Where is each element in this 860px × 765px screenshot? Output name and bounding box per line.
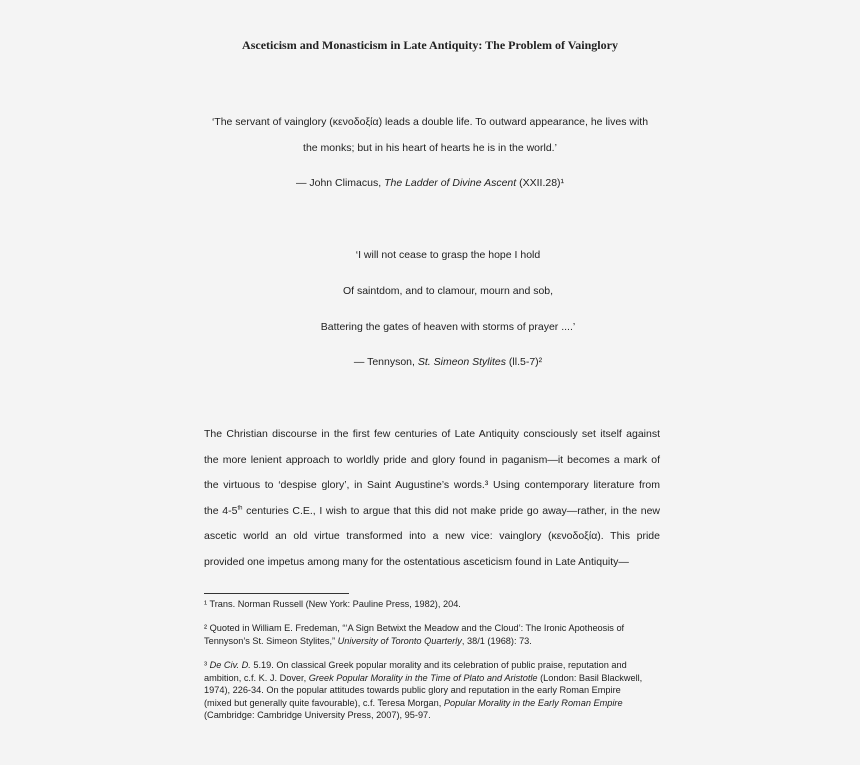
footnote-3-mark: ³: [204, 660, 210, 670]
footnote-1: ¹ Trans. Norman Russell (New York: Pauline Press, 1982), 204.: [204, 599, 461, 609]
body-line-3a: the virtuous to ‘despise glory’, in: [204, 479, 368, 491]
epigraph1-line1: ‘The servant of vainglory (κενοδοξία) leads a double life. To outward appearance, he lives with: [211, 116, 649, 128]
footnote-3-text4: 1974), 226-34. On the popular attitudes towards public glory and reputation in the early Roman Empire: [204, 685, 621, 695]
body-line-6: provided one impetus among many for the ostentatious asceticism found in Late Antiquity—: [204, 556, 629, 568]
body-line-4a: the 4-5: [204, 505, 238, 517]
body-line-4-sup: th: [237, 505, 243, 512]
epigraph1-work: The Ladder of Divine Ascent: [384, 177, 517, 189]
epigraph1-attribution: [0, 177, 860, 189]
epigraph2-work: St. Simeon Stylites: [417, 356, 506, 368]
footnote-divider: [204, 593, 349, 594]
body-line-4b: centuries C.E., I wish to argue that this did not make pride go away—rather, in the new: [242, 505, 660, 517]
footnote-3-source: De Civ. D.: [209, 660, 251, 670]
body-line-2: the more lenient approach to worldly pride and glory found in paganism—it becomes a mark of: [204, 454, 660, 466]
epigraph1-ref: (XXII.28)¹: [516, 177, 565, 189]
footnote-3-text3: (London: Basil Blackwell,: [537, 672, 643, 683]
footnote-3-book1: Greek Popular Morality in the Time of Plato and Aristotle: [308, 672, 538, 683]
footnote-3-text6: (Cambridge: Cambridge University Press, 2007), 95-97.: [204, 710, 431, 720]
epigraph1-line2: the monks; but in his heart of hearts he is in the world.’: [303, 142, 557, 154]
epigraph2-line1: ‘I will not cease to grasp the hope I hold: [355, 249, 541, 261]
footnote-3-text5: (mixed but generally quite favourable), c.f. Teresa Morgan,: [204, 697, 444, 708]
epigraph1-author: — John Climacus,: [295, 177, 385, 189]
epigraph2-attribution: [0, 356, 860, 368]
footnote-2-line2a: Tennyson’s St. Simeon Stylites,”: [204, 635, 338, 646]
body-line-5: ascetic world an old virtue transformed into a new vice: vainglory (κενοδοξία). This pride: [204, 530, 660, 542]
footnote-3: [204, 659, 664, 722]
page-title: Asceticism and Monasticism in Late Antiquity: The Problem of Vainglory: [242, 38, 618, 52]
epigraph2-line2: Of saintdom, and to clamour, mourn and sob,: [342, 285, 554, 297]
epigraph2-ref: (ll.5-7)²: [505, 356, 543, 368]
footnote-2: [204, 622, 664, 647]
footnote-3-book2: Popular Morality in the Early Roman Empire: [443, 697, 623, 708]
body-line-4: [204, 505, 660, 517]
body-line-1: The Christian discourse in the first few centuries of Late Antiquity consciously set itself against: [204, 428, 660, 440]
epigraph2-author: — Tennyson,: [353, 356, 418, 368]
footnote-2-journal: University of Toronto Quarterly: [337, 635, 462, 646]
footnote-2-line1: ² Quoted in William E. Fredeman, “‘A Sign Betwixt the Meadow and the Cloud’: The Ironic Apotheosis of: [204, 623, 625, 633]
body-line-3: [204, 479, 660, 491]
epigraph2-line3: Battering the gates of heaven with storms of prayer ....’: [320, 321, 576, 333]
footnote-3-text1: 5.19. On classical Greek popular morality and its celebration of public praise, reputation and: [250, 660, 627, 670]
footnote-3-text2: ambition, c.f. K. J. Dover,: [204, 672, 309, 683]
footnote-2-line2b: , 38/1 (1968): 73.: [461, 635, 532, 646]
body-line-3b: Saint Augustine’s words.³ Using contemporary literature from: [367, 479, 660, 491]
